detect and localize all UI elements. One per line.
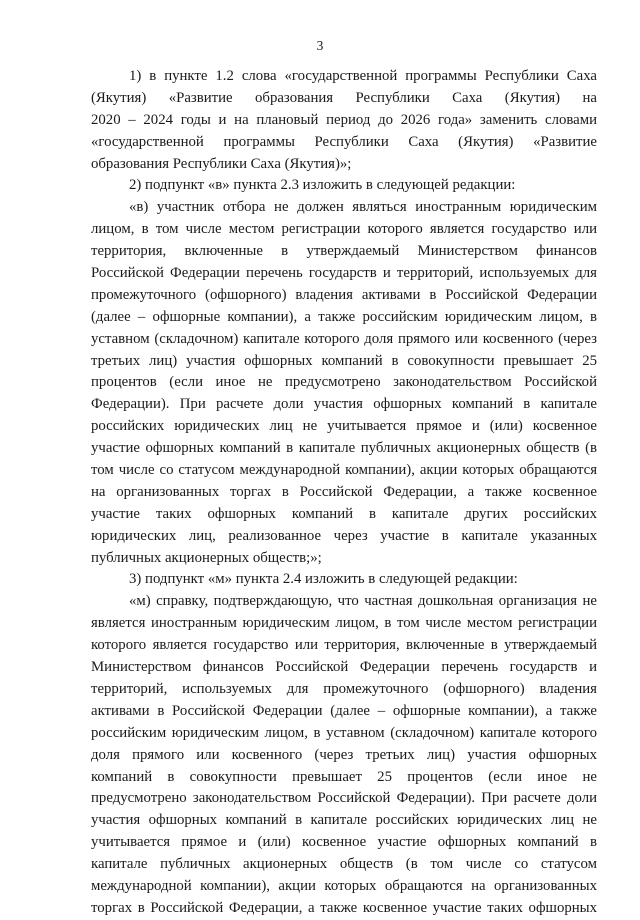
text-line-34: предусмотрено законодательством Российской Федерации). При расчете доли (91, 790, 597, 807)
text-line-17: российских юридических лиц не учитывается прямое и (или) косвенное (91, 418, 597, 435)
text-line-30: активами в Российской Федерации (далее – офшорные компании), а также (91, 702, 597, 719)
text-line-22: юридических лиц, реализованное через участие в капитале указанных (91, 527, 597, 544)
text-line-33: компаний в совокупности превышает 25 процентов (если иное не (91, 768, 597, 785)
document-body (91, 66, 597, 920)
text-line-15: процентов (если иное не предусмотрено законодательством Российской (91, 374, 597, 391)
text-line-11: промежуточного (офшорного) владения активами в Российской Федерации (91, 286, 597, 303)
text-line-7: «в) участник отбора не должен являться иностранным юридическим (129, 199, 597, 216)
page-number: 3 (316, 38, 324, 53)
text-line-36: учитывается прямое и (или) косвенное участие офшорных компаний в (91, 834, 597, 851)
text-line-12: (далее – офшорные компании), а также российским юридическим лицом, в (91, 308, 597, 325)
text-line-19: том числе со статусом международной компании), акции которых обращаются (91, 462, 597, 479)
text-line-5: образования Республики Саха (Якутия)»; (91, 155, 352, 172)
text-line-6: 2) подпункт «в» пункта 2.3 изложить в следующей редакции: (129, 177, 516, 194)
text-line-21: участие таких офшорных компаний в капитале других российских (91, 505, 597, 522)
text-line-8: лицом, в том числе местом регистрации которого является государство или (91, 221, 597, 238)
text-line-37: капитале публичных акционерных обществ (в том числе со статусом (91, 856, 597, 873)
text-line-26: является иностранным юридическим лицом, в том числе местом регистрации (91, 615, 597, 632)
text-line-10: Российской Федерации перечень государств и территорий, используемых для (91, 265, 597, 282)
text-line-31: российским юридическим лицом, в уставном (складочном) капитале которого (91, 724, 597, 741)
text-line-23: публичных акционерных обществ;»; (91, 549, 322, 566)
text-line-38: международной компании), акции которых обращаются на организованных (91, 877, 597, 894)
text-line-35: участия офшорных компаний в капитале российских юридических лиц не (91, 812, 597, 829)
text-line-29: территорий, используемых для промежуточного (офшорного) владения (91, 680, 597, 697)
text-line-14: третьих лиц) участия офшорных компаний в совокупности превышает 25 (91, 352, 597, 369)
text-line-27: которого является государство или территория, включенные в утверждаемый (91, 637, 597, 654)
text-line-2: (Якутия) «Развитие образования Республики Саха (Якутия) на (91, 89, 597, 106)
text-line-16: Федерации). При расчете доли участия офшорных компаний в капитале (91, 396, 597, 413)
text-line-4: «государственной программы Республики Саха (Якутия) «Развитие (91, 133, 597, 150)
text-line-20: на организованных торгах в Российской Федерации, а также косвенное (91, 483, 597, 500)
text-line-39: торгах в Российской Федерации, а также косвенное участие таких офшорных (91, 899, 597, 916)
text-line-1: 1) в пункте 1.2 слова «государственной программы Республики Саха (129, 68, 597, 84)
text-line-24: 3) подпункт «м» пункта 2.4 изложить в следующей редакции: (129, 571, 518, 588)
text-line-3: 2020 – 2024 годы и на плановый период до 2026 года» заменить словами (91, 111, 597, 128)
text-line-13: уставном (складочном) капитале которого доля прямого или косвенного (через (91, 330, 597, 347)
text-line-9: территория, включенные в утверждаемый Министерством финансов (91, 243, 597, 260)
text-line-25: «м) справку, подтверждающую, что частная дошкольная организация не (129, 593, 597, 610)
text-line-18: участие офшорных компаний в капитале публичных акционерных обществ (в (91, 440, 597, 457)
text-line-28: Министерством финансов Российской Федерации перечень государств и (91, 659, 597, 676)
text-line-32: доля прямого или косвенного (через третьих лиц) участия офшорных (91, 746, 597, 763)
